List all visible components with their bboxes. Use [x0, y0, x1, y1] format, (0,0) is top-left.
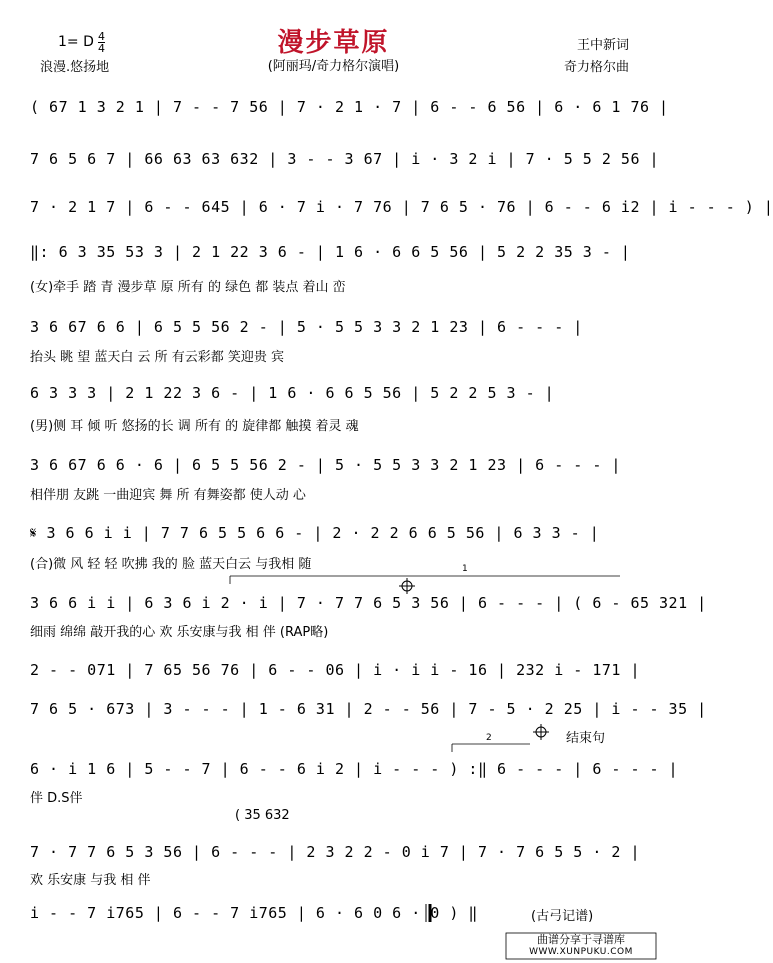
notation-row-3: 7 · 2 1 7 | 6 - - 645 | 6 · 7 i · 7 76 | 7 6 5 · 76 | 6 - - 6 i2 | i - - - ) | — [30, 198, 773, 216]
notation-row-8: 𝄋 3 6 6 i i | 7 7 6 5 5 6 6 - | 2 · 2 2 6 6 5 56 | 6 3 3 - | — [30, 524, 600, 542]
pickup-annotation: ( 35 632 — [235, 808, 290, 823]
song-title: 漫步草原 — [277, 28, 390, 58]
notation-row-9: 3 6 6 i i | 6 3 6 i 2 · i | 7 · 7 7 6 5 3 56 | 6 - - - | ( 6 - 65 321 | — [30, 594, 707, 612]
watermark-line-1: 曲谱分享于寻谱库 — [537, 933, 625, 946]
volta-1-label: 1 — [462, 564, 468, 574]
performer-subtitle: (阿丽玛/奇力格尔演唱) — [267, 59, 400, 74]
lyric-row-13: 欢 乐安康 与我 相 伴 — [30, 873, 151, 888]
lyric-row-5: 抬头 眺 望 蓝天白 云 所 有云彩都 笑迎贵 宾 — [30, 350, 285, 365]
coda-symbol-1 — [399, 578, 415, 594]
lyric-row-8: (合)微 风 轻 轻 吹拂 我的 脸 蓝天白云 与我相 随 — [30, 557, 312, 572]
ending-label: 结束句 — [566, 731, 606, 746]
transcriber-credit: (古弓记谱) — [531, 909, 594, 924]
lyric-row-4: (女)牵手 踏 青 漫步草 原 所有 的 绿色 都 装点 着山 峦 — [30, 280, 346, 295]
notation-row-12: 6 · i 1 6 | 5 - - 7 | 6 - - 6 i 2 | i - - - ) :‖ 6 - - - | 6 - - - | — [30, 760, 679, 778]
coda-symbol-2 — [533, 724, 549, 740]
notation-row-13: 7 · 7 7 6 5 3 56 | 6 - - - | 2 3 2 2 - 0 i 7 | 7 · 7 6 5 5 · 2 | — [30, 843, 640, 861]
key-signature: 1= D — [58, 34, 94, 50]
tempo-mood: 浪漫.悠扬地 — [40, 60, 110, 75]
notation-row-1: ( 67 1 3 2 1 | 7 - - 7 56 | 7 · 2 1 · 7 | 6 - - 6 56 | 6 · 6 1 76 | — [30, 98, 669, 116]
lyric-row-7: 相伴朋 友跳 一曲迎宾 舞 所 有舞姿都 使人动 心 — [30, 488, 306, 503]
notation-row-10: 2 - - 071 | 7 65 56 76 | 6 - - 06 | i · i i - 16 | 232 i - 171 | — [30, 661, 640, 679]
lyric-row-9: 细雨 绵绵 敲开我的心 欢 乐安康与我 相 伴 (RAP略) — [30, 625, 329, 640]
composer-credit: 奇力格尔曲 — [563, 60, 629, 75]
notation-row-7: 3 6 67 6 6 · 6 | 6 5 5 56 2 - | 5 · 5 5 3 3 2 1 23 | 6 - - - | — [30, 456, 621, 474]
notation-row-11: 7 6 5 · 673 | 3 - - - | 1 - 6 31 | 2 - - 56 | 7 - 5 · 2 25 | i - - 35 | — [30, 700, 707, 718]
notation-row-14: i - - 7 i765 | 6 - - 7 i765 | 6 · 6 0 6 · 0 ) ‖ — [30, 904, 478, 922]
lyricist-credit: 王中新词 — [576, 38, 629, 53]
notation-row-5: 3 6 67 6 6 | 6 5 5 56 2 - | 5 · 5 5 3 3 2 1 23 | 6 - - - | — [30, 318, 583, 336]
notation-row-4: ‖: 6 3 35 53 3 | 2 1 22 3 6 - | 1 6 · 6 6 5 56 | 5 2 2 35 3 - | — [30, 243, 631, 261]
volta-2-label: 2 — [486, 733, 492, 743]
notation-row-6: 6 3 3 3 | 2 1 22 3 6 - | 1 6 · 6 6 5 56 | 5 2 2 5 3 - | — [30, 384, 555, 402]
lyric-row-12: 伴 D.S伴 — [30, 791, 83, 806]
time-numerator: 4 — [98, 30, 105, 43]
notation-row-2: 7 6 5 6 7 | 66 63 63 632 | 3 - - 3 67 | i · 3 2 i | 7 · 5 5 2 56 | — [30, 150, 660, 168]
watermark-footer — [506, 933, 656, 959]
time-denominator: 4 — [98, 42, 105, 55]
lyric-row-6: (男)侧 耳 倾 听 悠扬的长 调 所有 的 旋律都 触摸 着灵 魂 — [30, 419, 359, 434]
watermark-line-2: WWW.XUNPUKU.COM — [529, 947, 633, 957]
